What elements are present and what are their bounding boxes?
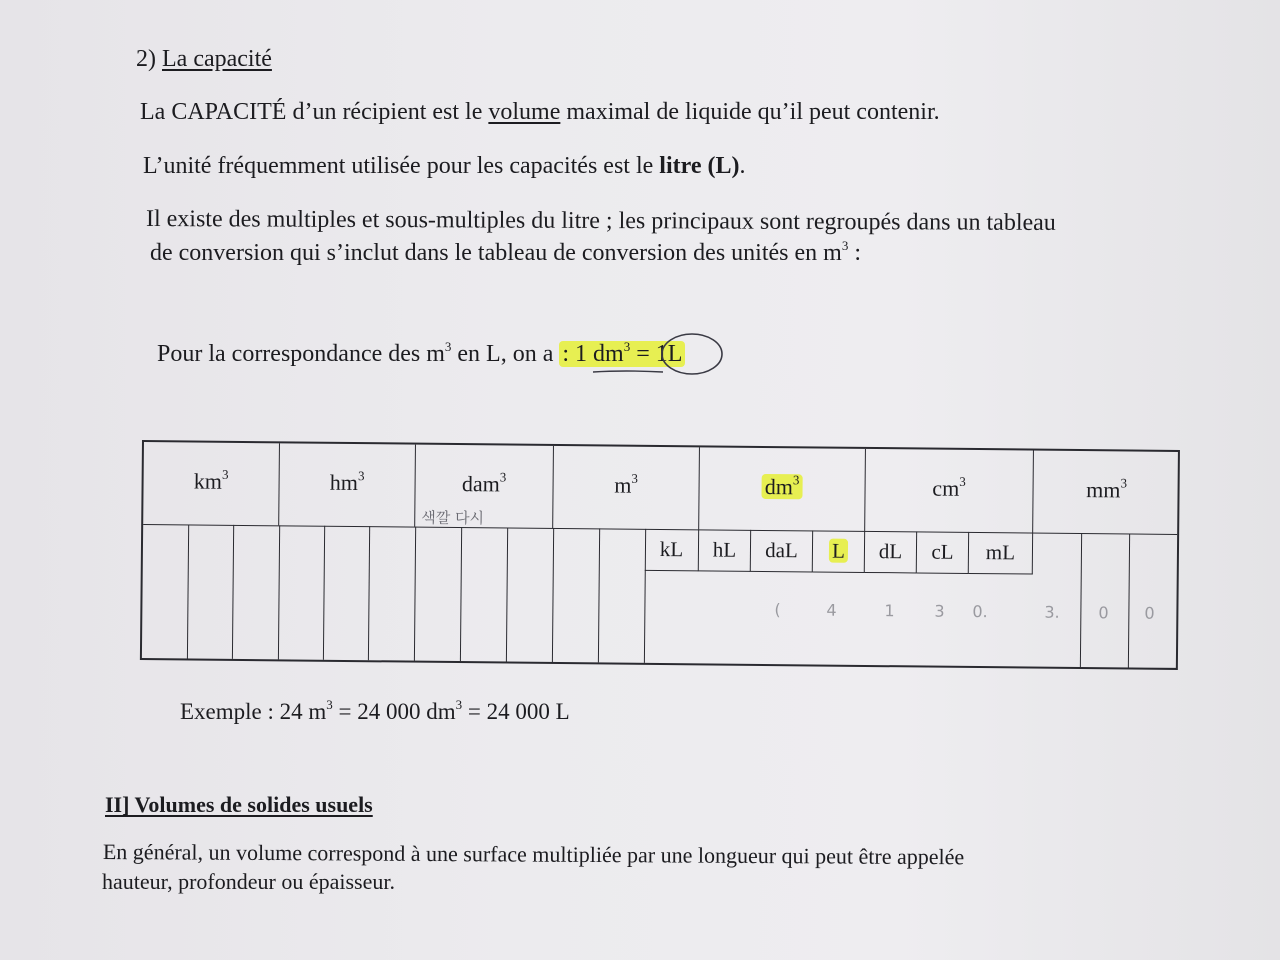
pencil-value: 0 — [1098, 603, 1109, 623]
grid-line — [552, 528, 554, 662]
grid-line — [232, 525, 234, 659]
example-mid: = 24 000 dm — [332, 699, 456, 724]
p3-line1: Il existe des multiples et sous-multiples du litre ; les principaux sont regroupés dans un tableau — [145, 206, 1056, 236]
grid-line — [460, 527, 462, 661]
unit-sup: 3 — [959, 473, 966, 489]
header-km3 — [143, 442, 280, 525]
header-hm3 — [279, 443, 416, 526]
paragraph-multiples-line1 — [146, 204, 1056, 238]
liter-unit-ml: mL — [969, 532, 1033, 575]
section-title: La capacité — [162, 46, 272, 72]
p1-underlined: volume — [488, 99, 561, 125]
pencil-value: 3. — [1044, 602, 1060, 622]
p2-bold: litre (L) — [659, 153, 740, 179]
header-dm3 — [699, 447, 866, 531]
grid-line — [1128, 533, 1130, 667]
unit-sup: 3 — [792, 472, 800, 488]
pen-circle-icon — [585, 328, 725, 384]
pencil-value: 4 — [826, 600, 837, 620]
corr-prefix: Pour la correspondance des m — [157, 341, 445, 367]
unit-label: m — [614, 472, 632, 498]
example-end: = 24 000 L — [462, 699, 570, 724]
section2-line2: hauteur, profondeur ou épaisseur. — [102, 869, 395, 894]
unit-label: cm — [932, 475, 960, 501]
p1-text: La CAPACITÉ d’un récipient est le — [140, 99, 489, 125]
unit-sup: 3 — [631, 470, 639, 486]
grid-line — [323, 526, 325, 660]
header-cm3 — [865, 449, 1034, 533]
liter-unit-l-label: L — [829, 539, 848, 563]
liter-unit-l — [813, 530, 865, 572]
unit-label: mm — [1086, 477, 1121, 503]
pencil-value: 0. — [972, 601, 988, 622]
paragraph-definition — [140, 97, 940, 127]
pencil-value: 1 — [884, 601, 895, 621]
example-sup1: 3 — [326, 697, 333, 712]
liter-unit-hl: hL — [699, 529, 751, 571]
unit-label: dm — [764, 473, 794, 500]
section-heading — [136, 44, 272, 74]
liter-unit-kl: kL — [645, 529, 699, 572]
unit-label: dam — [461, 471, 500, 497]
grid-line — [187, 524, 189, 658]
p1-text-end: maximal de liquide qu’il peut contenir. — [560, 99, 940, 125]
corr-eq-part2: = 1L — [630, 341, 683, 367]
p2-text-end: . — [739, 153, 746, 179]
example-sup2: 3 — [455, 697, 463, 712]
pencil-value: 0 — [1144, 603, 1155, 623]
grid-line — [506, 528, 508, 662]
corr-prefix-sup: 3 — [444, 339, 452, 354]
handwritten-note: 색깔 다시 — [421, 508, 485, 528]
header-mm3 — [1033, 451, 1180, 534]
section2-title: II] Volumes de solides usuels — [105, 792, 373, 817]
example-line — [180, 697, 570, 727]
paragraph-unit — [143, 151, 745, 181]
corr-eq-sup: 3 — [623, 339, 631, 354]
unit-sup: 3 — [357, 468, 365, 484]
unit-sup: 3 — [499, 469, 507, 485]
unit-label: hm — [329, 469, 359, 496]
grid-line — [278, 525, 280, 659]
p3-line2: de conversion qui s’inclut dans le tableau de conversion des unités en m — [150, 240, 842, 266]
grid-line — [414, 527, 416, 661]
grid-line — [1080, 533, 1082, 667]
p3-sup: 3 — [841, 238, 849, 253]
paragraph-multiples-line2 — [150, 238, 861, 268]
liter-unit-cl: cL — [917, 531, 969, 573]
grid-line — [598, 528, 600, 662]
liter-unit-dl: dL — [865, 531, 917, 573]
liter-unit-dal: daL — [751, 530, 813, 573]
grid-line — [368, 526, 370, 660]
p2-text: L’unité fréquemment utilisée pour les capacités est le — [143, 153, 660, 179]
unit-sup: 3 — [1120, 475, 1128, 491]
section-number: 2) — [136, 46, 156, 72]
unit-sup: 3 — [221, 466, 229, 482]
unit-label: km — [193, 468, 223, 494]
corr-middle: en L, on a — [451, 341, 560, 367]
header-m3 — [553, 446, 700, 529]
pencil-value: 3 — [934, 601, 945, 621]
section2-line1: En général, un volume correspond à une surface multipliée par une longueur qui peut être appelée — [102, 838, 965, 870]
corr-eq-part1: : 1 dm — [562, 341, 624, 367]
p3-end: : — [848, 240, 861, 266]
pencil-value: ( — [774, 600, 781, 620]
header-dam3 — [415, 445, 554, 528]
example-prefix: Exemple : 24 m — [180, 699, 327, 724]
conversion-table — [140, 440, 1180, 670]
